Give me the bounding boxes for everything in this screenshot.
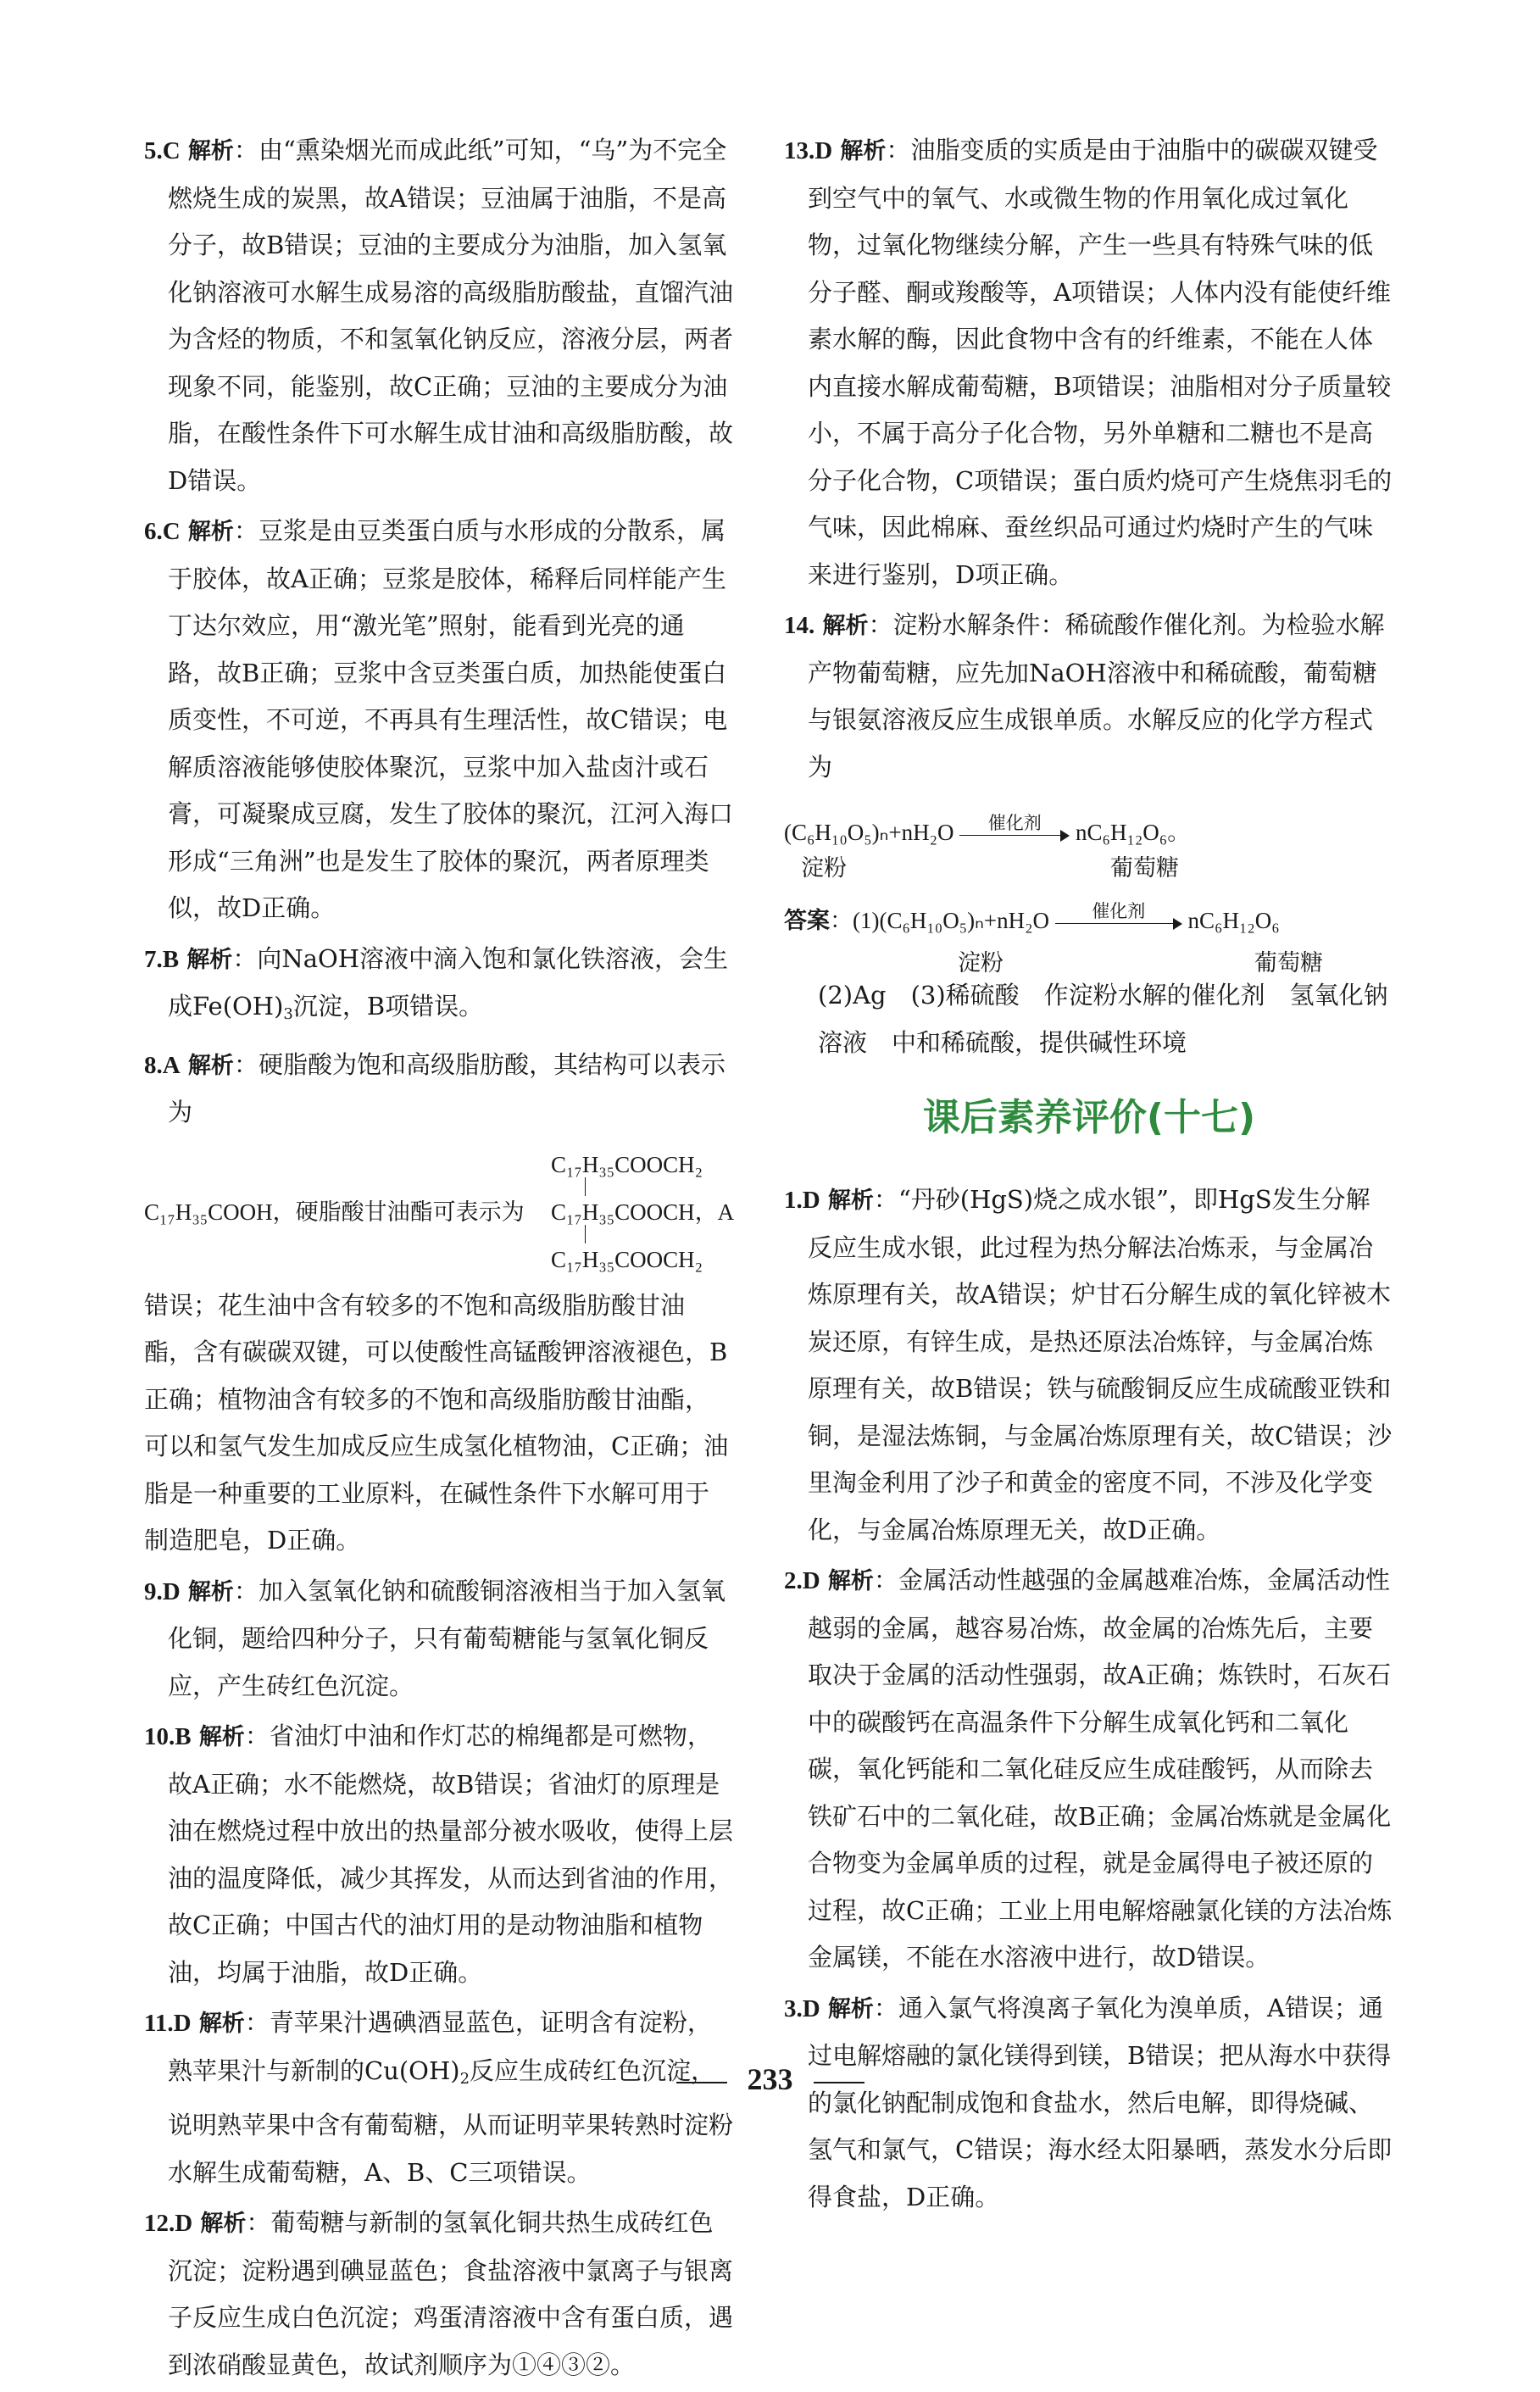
answer-item-10: 10.B 解析：省油灯中油和作灯芯的棉绳都是可燃物，故A正确；水不能燃烧，故B错误；省油灯的原理是油在燃烧过程中放出的热量部分被水吸收，使得上层油的温度降低，减少其挥发，从而达到省油的作用，故C正确；中国古代的油灯用的是动物油脂和植物油，均属于油脂，故D正确。: [144, 1722, 734, 1987]
answer-item-11: 11.D 解析：青苹果汁遇碘酒显蓝色，证明含有淀粉，熟苹果汁与新制的$Cu(OH)_2$反应生成砖红色沉淀，说明熟苹果中含有葡萄糖，从而证明苹果转熟时淀粉水解生成葡萄糖，A、B、C三项错误。: [144, 2008, 734, 2187]
item-text: 向NaOH溶液中滴入饱和氯化铁溶液，会生成Fe(OH): [168, 943, 729, 1021]
item-label: 解析: [827, 1568, 874, 1594]
reaction-arrow: [1055, 900, 1182, 936]
answer-equation: 答案：(1)(C₆H₁₀O₅)ₙ+nH₂O 催化剂 nC₆H₁₂O₆ 淀粉 葡萄糖: [784, 879, 1394, 972]
item-label: 解析: [186, 946, 233, 973]
item-label: 解析: [198, 1724, 245, 1750]
section-title: 课后素养评价(十七): [922, 1096, 1256, 1139]
formula-prefix: C₁₇H₃₅COOH，硬脂酸甘油酯可表示为: [144, 1199, 525, 1225]
glyceride-structure: [144, 1142, 733, 1277]
subscript: 3: [283, 1005, 293, 1023]
product-name: 葡萄糖: [1110, 855, 1179, 882]
item-number: 5.C: [144, 137, 181, 164]
item-label: 解析: [198, 2011, 245, 2037]
item-number: 6.C: [144, 518, 181, 545]
item-text: 通入氯气将溴离子氧化为溴单质，A错误；通过电解熔融的氯化镁得到镁，B错误；把从海水中获得的氯化钠配制成饱和食盐水，然后电解，即得烧碱、氢气和氯气，C错误；海水经太阳暴晒，蒸发水分后即得食盐，D正确。: [808, 1993, 1393, 2211]
answer-item-13: 13.D 解析：油脂变质的实质是由于油脂中的碳碳双键受到空气中的氧气、水或微生物的作用氧化成过氧化物，过氧化物继续分解，产生一些具有特殊气味的低分子醛、酮或羧酸等，A项错误；人体内没有能使纤维素水解的酶，因此食物中含有的纤维素，不能在人体内直接水解成葡萄糖，B项错误；油脂相对分子质量较小，不属于高分子化合物，另外单糖和二糖也不是高分子化合物，C项错误；蛋白质灼烧可产生烧焦羽毛的气味，因此棉麻、蚕丝织品可通过灼烧时产生的气味来进行鉴别，D项正确。: [784, 136, 1393, 589]
item-text: 反应生成砖红色沉淀，说明熟苹果中含有葡萄糖，从而证明苹果转熟时淀粉水解生成葡萄糖，A、B、C三项错误。: [168, 2055, 734, 2187]
subscript: 2: [459, 2069, 470, 2088]
left-column: [144, 127, 733, 2392]
catalyst-label: 催化剂: [987, 812, 1042, 833]
page-number-text: 233: [747, 2062, 793, 2096]
item-text: “丹砂(HgS)烧之成水银”，即HgS发生分解反应生成水银，此过程为热分解法冶炼汞，与金属冶炼原理有关，故A错误；炉甘石分解生成的氧化锌被木炭还原，有锌生成，是热还原法冶炼锌，与金属冶炼原理有关，故B错误；铁与硫酸铜反应生成硫酸亚铁和铜，是湿法炼铜，与金属冶炼原理有关，故C错误；沙里淘金利用了沙子和黄金的密度不同，不涉及化学变化，与金属冶炼原理无关，故D正确。: [808, 1185, 1393, 1544]
item-number: 9.D: [144, 1577, 181, 1605]
item-label: 解析: [187, 519, 234, 545]
equation-reactants: (C₆H₁₀O₅)ₙ+nH₂O: [784, 820, 954, 845]
item-label: 解析: [827, 1995, 874, 2022]
equation-products: nC₆H₁₂O₆: [1187, 908, 1280, 933]
item-label: 解析: [827, 1188, 874, 1214]
answer-part-number: (1): [853, 908, 880, 933]
hydrolysis-equation: [784, 791, 1394, 882]
reactant-name: 淀粉: [958, 950, 1004, 976]
divider: [676, 2082, 727, 2083]
eval-item-2: 2.D 解析：金属活动性越强的金属越难冶炼，金属活动性越弱的金属，越容易冶炼，故金属的冶炼先后，主要取决于金属的活动性强弱，故A正确；炼铁时，石灰石中的碳酸钙在高温条件下分解生成氧化钙和二氧化碳，氧化钙能和二氧化硅反应生成硅酸钙，从而除去铁矿石中的二氧化硅，故B正确；金属冶炼就是金属化合物变为金属单质的过程，就是金属得电子被还原的过程，故C正确；工业上用电解熔融氯化镁的方法冶炼金属镁，不能在水溶液中进行，故D错误。: [784, 1566, 1393, 1972]
item-label: 解析: [200, 2211, 247, 2237]
answer-item-14: 14. 解析：淀粉水解条件：稀硫酸作催化剂。为检验水解产物葡萄糖，应先加NaOH溶液中和稀硫酸，葡萄糖与银氨溶液反应生成银单质。水解反应的化学方程式为: [784, 610, 1385, 782]
catalyst-label: 催化剂: [1092, 900, 1146, 921]
formula-line-3: C₁₇H₃₅COOCH₂: [551, 1246, 703, 1272]
answer-item-8: 8.A 解析：硬脂酸为饱和高级脂肪酸，其结构可以表示为: [144, 1049, 726, 1126]
item-text: 油脂变质的实质是由于油脂中的碳碳双键受到空气中的氧气、水或微生物的作用氧化成过氧化物，过氧化物继续分解，产生一些具有特殊气味的低分子醛、酮或羧酸等，A项错误；人体内没有能使纤维素水解的酶，因此食物中含有的纤维素，不能在人体内直接水解成葡萄糖，B项错误；油脂相对分子质量较小，不属于高分子化合物，另外单糖和二糖也不是高分子化合物，C项错误；蛋白质灼烧可产生烧焦羽毛的气味，因此棉麻、蚕丝织品可通过灼烧时产生的气味来进行鉴别，D项正确。: [808, 136, 1393, 589]
answer-item-9: 9.D 解析：加入氢氧化钠和硫酸铜溶液相当于加入氢氧化铜，题给四种分子，只有葡萄糖能与氢氧化铜反应，产生砖红色沉淀。: [144, 1576, 726, 1700]
item-label: 解析: [822, 613, 869, 639]
item-text: 淀粉水解条件：稀硫酸作催化剂。为检验水解产物葡萄糖，应先加NaOH溶液中和稀硫酸，葡萄糖与银氨溶液反应生成银单质。水解反应的化学方程式为: [808, 610, 1385, 782]
eval-item-3: 3.D 解析：通入氯气将溴离子氧化为溴单质，A错误；通过电解熔融的氯化镁得到镁，B错误；把从海水中获得的氯化钠配制成饱和食盐水，然后电解，即得烧碱、氢气和氯气，C错误；海水经太阳暴晒，蒸发水分后即得食盐，D正确。: [784, 1993, 1393, 2211]
item-text: 硬脂酸为饱和高级脂肪酸，其结构可以表示为: [168, 1049, 726, 1126]
item-number: 1.D: [784, 1187, 820, 1214]
item-number: 7.B: [144, 945, 180, 973]
item-number: 2.D: [784, 1567, 820, 1594]
answer-item-6: 6.C 解析：豆浆是由豆类蛋白质与水形成的分散系，属于胶体，故A正确；豆浆是胶体，稀释后同样能产生丁达尔效应，用“激光笔”照射，能看到光亮的通路，故B正确；豆浆中含豆类蛋白质，加热能使蛋白质变性，不可逆，不再具有生理活性，故C错误；电解质溶液能够使胶体聚沉，豆浆中加入盐卤汁或石膏，可凝聚成豆腐，发生了胶体的聚沉，江河入海口形成“三角洲”也是发生了胶体的聚沉，两者原理类似，故D正确。: [144, 516, 734, 922]
item-label: 解析: [840, 138, 887, 164]
item-text: 青苹果汁遇碘酒显蓝色，证明含有淀粉，熟苹果汁与新制的Cu(OH): [168, 2008, 712, 2085]
page-number: [0, 2061, 1540, 2097]
reactant-name: 淀粉: [801, 855, 847, 882]
item-number: 13.D: [784, 137, 833, 164]
item-label: 解析: [187, 1578, 234, 1605]
item-text: 由“熏染烟光而成此纸”可知，“乌”为不完全燃烧生成的炭黑，故A错误；豆油属于油脂，不是高分子，故B错误；豆油的主要成分为油脂，加入氢氧化钠溶液可水解生成易溶的高级脂肪酸盐，直馏汽油为含烃的物质，不和氢氧化钠反应，溶液分层，两者现象不同，能鉴别，故C正确；豆油的主要成分为油脂，在酸性条件下可水解生成甘油和高级脂肪酸，故D错误。: [168, 136, 734, 495]
item-number: 3.D: [784, 1994, 820, 2022]
item-number: 8.A: [144, 1051, 181, 1079]
item-number: 14.: [784, 612, 815, 639]
answer-rest: (2)Ag (3)稀硫酸 作淀粉水解的催化剂 氢氧化钠溶液 中和稀硫酸，提供碱性环境: [818, 981, 1388, 1057]
item-number: 12.D: [144, 2210, 193, 2237]
equation-products: nC₆H₁₂O₆。: [1076, 820, 1191, 845]
item-text: 省油灯中油和作灯芯的棉绳都是可燃物，故A正确；水不能燃烧，故B错误；省油灯的原理是油在燃烧过程中放出的热量部分被水吸收，使得上层油的温度降低，减少其挥发，从而达到省油的作用，故C正确；中国古代的油灯用的是动物油脂和植物油，均属于油脂，故D正确。: [168, 1722, 734, 1987]
answer-item-7: 7.B 解析：向NaOH溶液中滴入饱和氯化铁溶液，会生成$Fe(OH)_3$沉淀，B项错误。: [144, 943, 729, 1023]
reaction-arrow: [959, 812, 1070, 848]
item-text: 加入氢氧化钠和硫酸铜溶液相当于加入氢氧化铜，题给四种分子，只有葡萄糖能与氢氧化铜反应，产生砖红色沉淀。: [168, 1576, 726, 1700]
item-number: 11.D: [144, 2010, 192, 2037]
item-text: 沉淀，B项错误。: [292, 992, 484, 1021]
item-text: 豆浆是由豆类蛋白质与水形成的分散系，属于胶体，故A正确；豆浆是胶体，稀释后同样能产生丁达尔效应，用“激光笔”照射，能看到光亮的通路，故B正确；豆浆中含豆类蛋白质，加热能使蛋白质变性，不可逆，不再具有生理活性，故C错误；电解质溶液能够使胶体聚沉，豆浆中加入盐卤汁或石膏，可凝聚成豆腐，发生了胶体的聚沉，江河入海口形成“三角洲”也是发生了胶体的聚沉，两者原理类似，故D正确。: [168, 516, 734, 922]
divider: [814, 2082, 865, 2083]
item-text: 金属活动性越强的金属越难冶炼，金属活动性越弱的金属，越容易冶炼，故金属的冶炼先后，主要取决于金属的活动性强弱，故A正确；炼铁时，石灰石中的碳酸钙在高温条件下分解生成氧化钙和二氧化碳，氧化钙能和二氧化硅反应生成硅酸钙，从而除去铁矿石中的二氧化硅，故B正确；金属冶炼就是金属化合物变为金属单质的过程，就是金属得电子被还原的过程，故C正确；工业上用电解熔融氯化镁的方法冶炼金属镁，不能在水溶液中进行，故D错误。: [808, 1566, 1393, 1972]
answer-label: 答案: [784, 908, 830, 934]
answer-item-12: 12.D 解析：葡萄糖与新制的氢氧化铜共热生成砖红色沉淀；淀粉遇到碘显蓝色；食盐溶液中氯离子与银离子反应生成白色沉淀；鸡蛋清溶液中含有蛋白质，遇到浓硝酸显黄色，故试剂顺序为①④③②。: [144, 2208, 734, 2379]
eval-item-1: 1.D 解析：“丹砂(HgS)烧之成水银”，即HgS发生分解反应生成水银，此过程为热分解法冶炼汞，与金属冶炼原理有关，故A错误；炉甘石分解生成的氧化锌被木炭还原，有锌生成，是热还原法冶炼锌，与金属冶炼原理有关，故B错误；铁与硫酸铜反应生成硫酸亚铁和铜，是湿法炼铜，与金属冶炼原理有关，故C错误；沙里淘金利用了沙子和黄金的密度不同，不涉及化学变化，与金属冶炼原理无关，故D正确。: [784, 1185, 1393, 1544]
item-8-continued: 错误；花生油中含有较多的不饱和高级脂肪酸甘油酯，含有碳碳双键，可以使酸性高锰酸钾溶液褪色，B正确；植物油含有较多的不饱和高级脂肪酸甘油酯，可以和氢气发生加成反应生成氢化植物油，C正确；油脂是一种重要的工业原料，在碱性条件下水解可用于制造肥皂，D正确。: [144, 1290, 729, 1555]
answer-item-5: 5.C 解析：由“熏染烟光而成此纸”可知，“乌”为不完全燃烧生成的炭黑，故A错误；豆油属于油脂，不是高分子，故B错误；豆油的主要成分为油脂，加入氢氧化钠溶液可水解生成易溶的高级脂肪酸盐，直馏汽油为含烃的物质，不和氢氧化钠反应，溶液分层，两者现象不同，能鉴别，故C正确；豆油的主要成分为油脂，在酸性条件下可水解生成甘油和高级脂肪酸，故D错误。: [144, 136, 734, 495]
formula-suffix: ，A: [694, 1199, 735, 1225]
item-label: 解析: [187, 138, 234, 164]
equation-reactants: (C₆H₁₀O₅)ₙ+nH₂O: [879, 908, 1050, 933]
item-number: 10.B: [144, 1723, 192, 1750]
product-name: 葡萄糖: [1254, 950, 1323, 976]
item-label: 解析: [187, 1052, 234, 1079]
formula-line-1: C₁₇H₃₅COOCH₂: [551, 1151, 703, 1177]
right-column: [784, 127, 1394, 2224]
formula-line-2: C₁₇H₃₅COOCH: [551, 1199, 695, 1225]
item-text: 葡萄糖与新制的氢氧化铜共热生成砖红色沉淀；淀粉遇到碘显蓝色；食盐溶液中氯离子与银离子反应生成白色沉淀；鸡蛋清溶液中含有蛋白质，遇到浓硝酸显黄色，故试剂顺序为①④③②。: [168, 2208, 734, 2379]
